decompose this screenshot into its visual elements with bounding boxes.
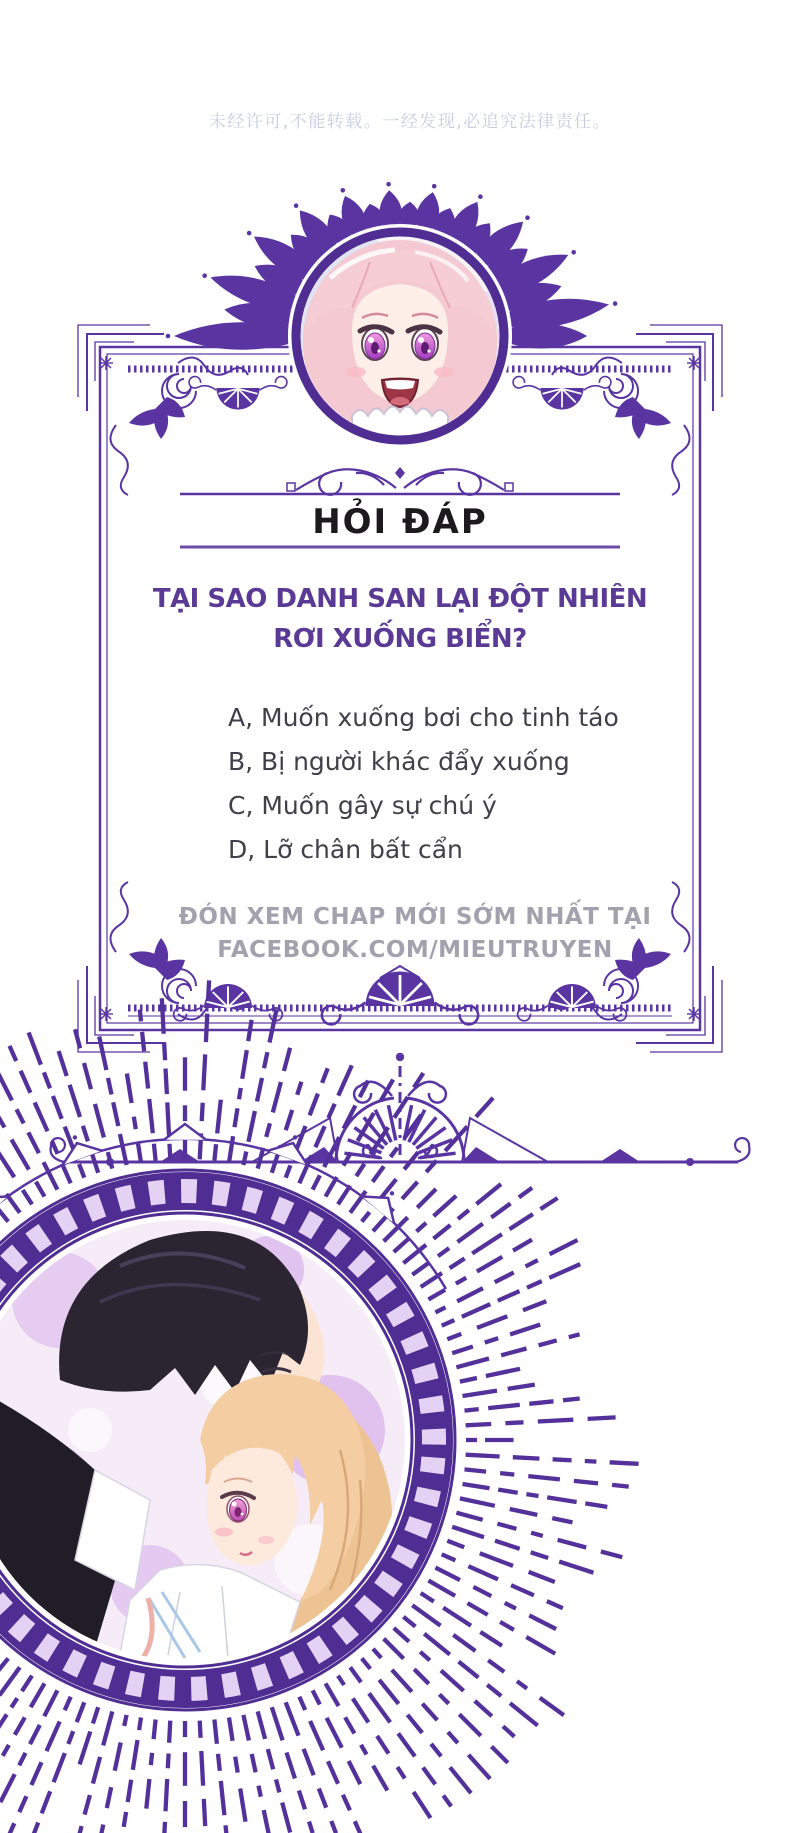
section-title: HỎI ĐÁP bbox=[312, 502, 488, 542]
question-line-2: RƠI XUỐNG BIỂN? bbox=[273, 624, 527, 654]
option-a: A, Muốn xuống bơi cho tinh táo bbox=[228, 703, 619, 732]
option-c: C, Muốn gây sự chú ý bbox=[228, 791, 497, 820]
answer-options bbox=[228, 696, 619, 872]
promo-footer bbox=[100, 901, 730, 967]
question-line-1: TẠI SAO DANH SAN LẠI ĐỘT NHIÊN bbox=[152, 584, 648, 614]
option-b: B, Bị người khác đẩy xuống bbox=[228, 747, 570, 776]
promo-line: ĐÓN XEM CHAP MỚI SỚM NHẤT TẠI bbox=[178, 904, 652, 930]
question-text bbox=[70, 579, 730, 659]
couple-medallion bbox=[0, 980, 639, 1833]
facebook-url: FACEBOOK.COM/MIEUTRUYEN bbox=[217, 937, 613, 963]
copyright-disclaimer: 未经许可,不能转载。一经发现,必追究法律责任。 bbox=[208, 112, 612, 132]
option-d: D, Lỡ chân bất cẩn bbox=[228, 835, 463, 864]
